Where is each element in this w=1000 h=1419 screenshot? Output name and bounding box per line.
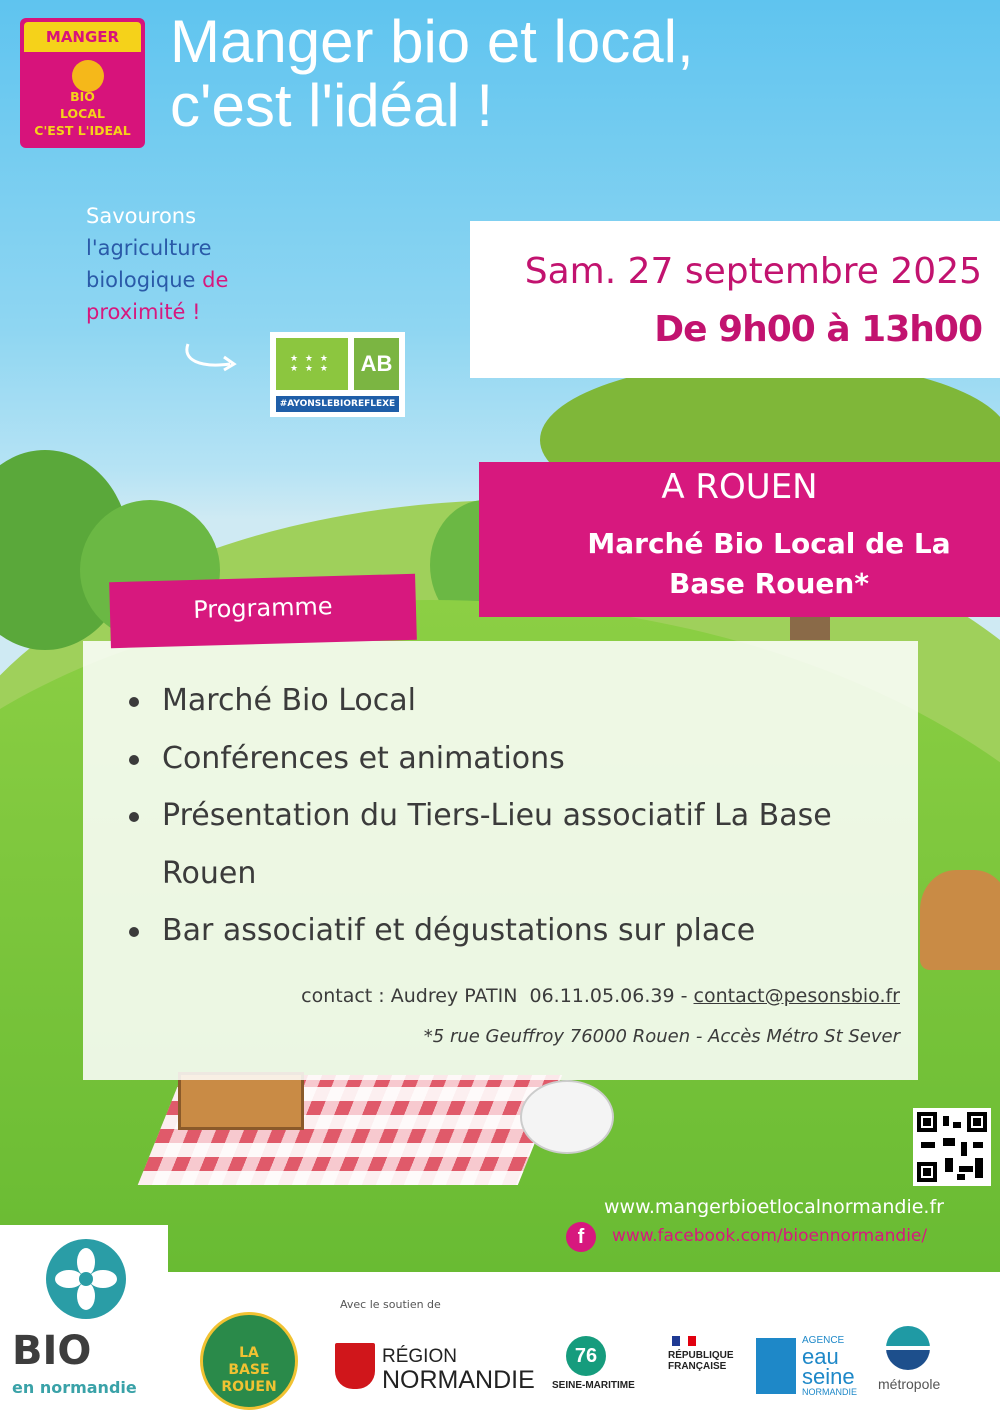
la-base-line: BASE bbox=[228, 1362, 270, 1378]
republique-francaise-flag-icon bbox=[672, 1336, 696, 1346]
logo-text bbox=[24, 88, 141, 139]
agence-eau-boat-icon bbox=[756, 1338, 796, 1394]
la-base-line: ROUEN bbox=[221, 1379, 277, 1395]
tagline-word: de bbox=[202, 268, 229, 292]
title-line: Manger bio et local, bbox=[170, 8, 694, 75]
rf-line: RÉPUBLIQUE bbox=[668, 1350, 734, 1361]
venue-address: *5 rue Geuffroy 76000 Rouen - Accès Métro St Sever bbox=[423, 1026, 900, 1047]
region-label: RÉGION bbox=[382, 1346, 457, 1367]
ab-letters: AB bbox=[354, 338, 399, 390]
contact-separator: - bbox=[680, 985, 688, 1007]
event-venue: Marché Bio Local de La Base Rouen* bbox=[587, 527, 951, 600]
vegetable-crate bbox=[178, 1072, 304, 1130]
event-date: Sam. 27 septembre 2025 bbox=[524, 251, 982, 292]
eau-sub: NORMANDIE bbox=[802, 1387, 858, 1397]
agence-eau-name bbox=[802, 1344, 858, 1397]
republique-francaise-label bbox=[668, 1350, 734, 1372]
logo-line: LOCAL bbox=[60, 106, 105, 121]
logo-line: C'EST L'IDEAL bbox=[34, 123, 131, 138]
curved-arrow-icon bbox=[182, 340, 242, 376]
region-normandie-flag-icon bbox=[335, 1343, 375, 1389]
contact-name: Audrey PATIN bbox=[390, 985, 518, 1007]
facebook-link[interactable]: www.facebook.com/bioennormandie/ bbox=[612, 1226, 928, 1246]
list-item: Bar associatif et dégustations sur place bbox=[125, 902, 855, 960]
title-line: c'est l'idéal ! bbox=[170, 72, 494, 139]
seine-maritime-badge: 76 bbox=[566, 1336, 606, 1376]
eau-line: seine bbox=[802, 1364, 855, 1389]
programme-tab bbox=[109, 574, 417, 649]
page-title bbox=[170, 10, 694, 138]
qr-code[interactable] bbox=[913, 1108, 991, 1186]
la-base-rouen-logo bbox=[200, 1312, 298, 1410]
metropole-label: métropole bbox=[878, 1376, 941, 1392]
contact-line bbox=[301, 985, 900, 1007]
programme-list bbox=[125, 672, 855, 960]
hashtag: #AYONSLEBIOREFLEXE bbox=[276, 396, 399, 412]
bio-normandie-title: BIO bbox=[12, 1328, 92, 1374]
stars-icon: ★ ★ ★ ★ ★ ★ bbox=[290, 354, 330, 374]
bio-normandie-subtitle: en normandie bbox=[12, 1378, 137, 1397]
la-base-text bbox=[203, 1345, 295, 1396]
contact-phone: 06.11.05.06.39 bbox=[529, 985, 675, 1007]
bread-basket bbox=[920, 870, 1000, 970]
location-panel bbox=[479, 462, 1000, 617]
tagline-word: biologique bbox=[86, 268, 196, 292]
seine-maritime-label: SEINE-MARITIME bbox=[552, 1380, 635, 1391]
contact-label: contact : bbox=[301, 985, 385, 1007]
eau-line: eau bbox=[802, 1344, 839, 1369]
metropole-logo-icon bbox=[886, 1326, 930, 1370]
rf-line: FRANÇAISE bbox=[668, 1361, 727, 1372]
logo-line: BIO bbox=[70, 89, 95, 104]
tagline-line: Savourons bbox=[86, 204, 197, 228]
facebook-icon: f bbox=[566, 1222, 596, 1252]
event-city: A ROUEN bbox=[661, 467, 818, 507]
ab-label-logo bbox=[270, 332, 405, 417]
eu-organic-leaf-icon bbox=[276, 338, 348, 390]
logo-top-label: MANGER bbox=[24, 22, 141, 52]
tagline-line: proximité ! bbox=[86, 300, 201, 324]
list-item: Présentation du Tiers-Lieu associatif La Base Rouen bbox=[125, 787, 855, 902]
list-item: Marché Bio Local bbox=[125, 672, 855, 730]
tagline-line: l'agriculture bbox=[86, 236, 212, 260]
sheep-illustration bbox=[520, 1080, 614, 1154]
la-base-line: LA bbox=[239, 1345, 259, 1361]
contact-email-link[interactable]: contact@pesonsbio.fr bbox=[693, 985, 900, 1007]
website-link[interactable]: www.mangerbioetlocalnormandie.fr bbox=[604, 1196, 944, 1218]
region-name: NORMANDIE bbox=[382, 1366, 535, 1394]
tagline bbox=[86, 200, 228, 328]
date-panel bbox=[470, 221, 1000, 378]
manger-bio-logo bbox=[20, 18, 145, 148]
programme-label: Programme bbox=[192, 592, 333, 624]
bio-normandie-flower-icon bbox=[45, 1238, 127, 1320]
event-time: De 9h00 à 13h00 bbox=[654, 309, 982, 350]
support-label: Avec le soutien de bbox=[340, 1298, 441, 1311]
agence-label: AGENCE bbox=[802, 1335, 845, 1346]
list-item: Conférences et animations bbox=[125, 730, 855, 788]
